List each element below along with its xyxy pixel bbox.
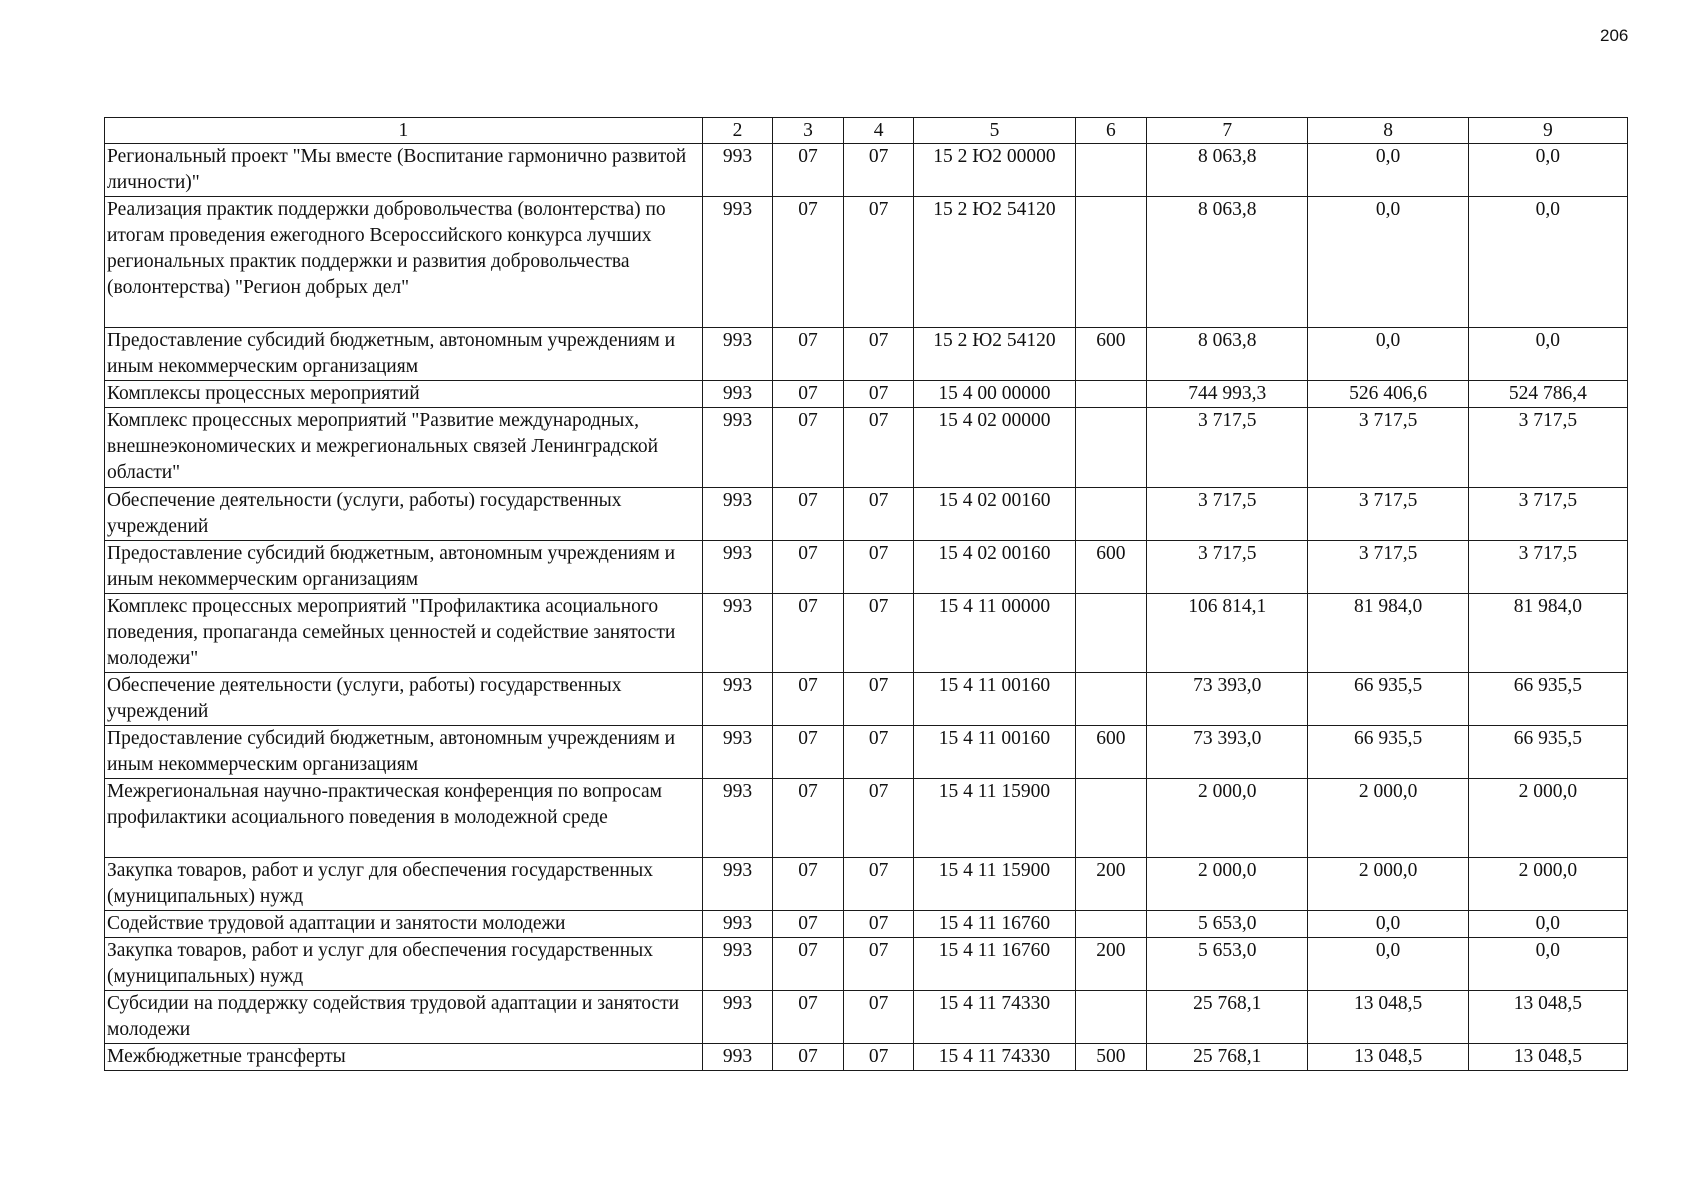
column-header: 1: [105, 118, 703, 144]
expense-type-code: 200: [1075, 938, 1147, 991]
table-row: [105, 673, 1628, 726]
ministry-code: 993: [702, 541, 773, 594]
amount-year-2: 0,0: [1308, 144, 1468, 197]
column-header: 7: [1147, 118, 1308, 144]
subsection-code: 07: [843, 673, 914, 726]
row-name: Комплекс процессных мероприятий "Развитие международных, внешнеэкономических и межрегиональных связей Ленинградской области": [105, 408, 703, 488]
amount-year-3: 2 000,0: [1468, 779, 1627, 858]
amount-year-3: 0,0: [1468, 911, 1627, 938]
target-article-code: 15 2 Ю2 54120: [914, 328, 1075, 381]
amount-year-2: 66 935,5: [1308, 673, 1468, 726]
section-code: 07: [773, 594, 844, 673]
row-name: Закупка товаров, работ и услуг для обеспечения государственных (муниципальных) нужд: [105, 858, 703, 911]
target-article-code: 15 4 02 00000: [914, 408, 1075, 488]
row-name: Межрегиональная научно-практическая конференция по вопросам профилактики асоциального поведения в молодежной среде: [105, 779, 703, 858]
ministry-code: 993: [702, 488, 773, 541]
row-name: Закупка товаров, работ и услуг для обеспечения государственных (муниципальных) нужд: [105, 938, 703, 991]
section-code: 07: [773, 144, 844, 197]
ministry-code: 993: [702, 991, 773, 1044]
table-row: [105, 779, 1628, 858]
expense-type-code: [1075, 197, 1147, 328]
subsection-code: 07: [843, 858, 914, 911]
column-header: 2: [702, 118, 773, 144]
ministry-code: 993: [702, 911, 773, 938]
amount-year-1: 25 768,1: [1147, 1044, 1308, 1071]
section-code: 07: [773, 858, 844, 911]
amount-year-1: 2 000,0: [1147, 779, 1308, 858]
section-code: 07: [773, 408, 844, 488]
expense-type-code: 600: [1075, 726, 1147, 779]
amount-year-1: 8 063,8: [1147, 328, 1308, 381]
target-article-code: 15 4 11 00000: [914, 594, 1075, 673]
budget-table: [104, 117, 1628, 1071]
amount-year-1: 106 814,1: [1147, 594, 1308, 673]
expense-type-code: [1075, 488, 1147, 541]
table-row: [105, 726, 1628, 779]
subsection-code: 07: [843, 938, 914, 991]
page-number: 206: [1600, 26, 1629, 45]
expense-type-code: 600: [1075, 328, 1147, 381]
amount-year-3: 13 048,5: [1468, 991, 1627, 1044]
target-article-code: 15 4 02 00160: [914, 488, 1075, 541]
table-row: [105, 541, 1628, 594]
subsection-code: 07: [843, 779, 914, 858]
amount-year-3: 66 935,5: [1468, 726, 1627, 779]
amount-year-3: 3 717,5: [1468, 541, 1627, 594]
amount-year-2: 526 406,6: [1308, 381, 1468, 408]
ministry-code: 993: [702, 779, 773, 858]
row-name: Региональный проект "Мы вместе (Воспитание гармонично развитой личности)": [105, 144, 703, 197]
amount-year-2: 0,0: [1308, 938, 1468, 991]
ministry-code: 993: [702, 858, 773, 911]
section-code: 07: [773, 488, 844, 541]
amount-year-2: 3 717,5: [1308, 488, 1468, 541]
amount-year-3: 0,0: [1468, 197, 1627, 328]
ministry-code: 993: [702, 1044, 773, 1071]
section-code: 07: [773, 911, 844, 938]
expense-type-code: 500: [1075, 1044, 1147, 1071]
ministry-code: 993: [702, 726, 773, 779]
row-name: Комплексы процессных мероприятий: [105, 381, 703, 408]
amount-year-3: 2 000,0: [1468, 858, 1627, 911]
amount-year-3: 3 717,5: [1468, 488, 1627, 541]
target-article-code: 15 4 00 00000: [914, 381, 1075, 408]
target-article-code: 15 4 11 16760: [914, 938, 1075, 991]
ministry-code: 993: [702, 381, 773, 408]
subsection-code: 07: [843, 726, 914, 779]
ministry-code: 993: [702, 594, 773, 673]
ministry-code: 993: [702, 673, 773, 726]
target-article-code: 15 4 11 16760: [914, 911, 1075, 938]
column-header: 4: [843, 118, 914, 144]
column-header: 5: [914, 118, 1075, 144]
amount-year-3: 0,0: [1468, 328, 1627, 381]
amount-year-2: 0,0: [1308, 911, 1468, 938]
subsection-code: 07: [843, 541, 914, 594]
section-code: 07: [773, 726, 844, 779]
target-article-code: 15 2 Ю2 00000: [914, 144, 1075, 197]
amount-year-3: 3 717,5: [1468, 408, 1627, 488]
target-article-code: 15 2 Ю2 54120: [914, 197, 1075, 328]
subsection-code: 07: [843, 991, 914, 1044]
amount-year-3: 13 048,5: [1468, 1044, 1627, 1071]
target-article-code: 15 4 11 15900: [914, 779, 1075, 858]
amount-year-3: 81 984,0: [1468, 594, 1627, 673]
amount-year-2: 13 048,5: [1308, 991, 1468, 1044]
subsection-code: 07: [843, 144, 914, 197]
target-article-code: 15 4 11 74330: [914, 1044, 1075, 1071]
table-row: [105, 594, 1628, 673]
subsection-code: 07: [843, 408, 914, 488]
table-row: [105, 408, 1628, 488]
column-header: 9: [1468, 118, 1627, 144]
table-row: [105, 197, 1628, 328]
expense-type-code: [1075, 911, 1147, 938]
expense-type-code: [1075, 594, 1147, 673]
amount-year-1: 8 063,8: [1147, 144, 1308, 197]
expense-type-code: [1075, 673, 1147, 726]
table-row: [105, 381, 1628, 408]
amount-year-1: 73 393,0: [1147, 673, 1308, 726]
subsection-code: 07: [843, 197, 914, 328]
row-name: Предоставление субсидий бюджетным, автономным учреждениям и иным некоммерческим организациям: [105, 726, 703, 779]
row-name: Межбюджетные трансферты: [105, 1044, 703, 1071]
amount-year-3: 66 935,5: [1468, 673, 1627, 726]
amount-year-1: 3 717,5: [1147, 541, 1308, 594]
amount-year-1: 3 717,5: [1147, 488, 1308, 541]
section-code: 07: [773, 541, 844, 594]
row-name: Обеспечение деятельности (услуги, работы) государственных учреждений: [105, 673, 703, 726]
section-code: 07: [773, 381, 844, 408]
section-code: 07: [773, 673, 844, 726]
target-article-code: 15 4 11 15900: [914, 858, 1075, 911]
table-row: [105, 858, 1628, 911]
amount-year-1: 5 653,0: [1147, 911, 1308, 938]
ministry-code: 993: [702, 144, 773, 197]
expense-type-code: [1075, 408, 1147, 488]
amount-year-1: 2 000,0: [1147, 858, 1308, 911]
budget-table-body: [105, 118, 1628, 1071]
subsection-code: 07: [843, 911, 914, 938]
section-code: 07: [773, 1044, 844, 1071]
expense-type-code: 600: [1075, 541, 1147, 594]
row-name: Предоставление субсидий бюджетным, автономным учреждениям и иным некоммерческим организациям: [105, 328, 703, 381]
amount-year-2: 0,0: [1308, 328, 1468, 381]
amount-year-1: 5 653,0: [1147, 938, 1308, 991]
amount-year-2: 13 048,5: [1308, 1044, 1468, 1071]
subsection-code: 07: [843, 328, 914, 381]
subsection-code: 07: [843, 488, 914, 541]
table-row: [105, 144, 1628, 197]
section-code: 07: [773, 197, 844, 328]
table-row: [105, 938, 1628, 991]
amount-year-2: 81 984,0: [1308, 594, 1468, 673]
amount-year-1: 73 393,0: [1147, 726, 1308, 779]
amount-year-3: 0,0: [1468, 938, 1627, 991]
amount-year-2: 3 717,5: [1308, 408, 1468, 488]
target-article-code: 15 4 11 00160: [914, 726, 1075, 779]
amount-year-2: 0,0: [1308, 197, 1468, 328]
ministry-code: 993: [702, 938, 773, 991]
ministry-code: 993: [702, 408, 773, 488]
amount-year-3: 524 786,4: [1468, 381, 1627, 408]
section-code: 07: [773, 328, 844, 381]
row-name: Реализация практик поддержки добровольчества (волонтерства) по итогам проведения ежегодного Всероссийского конкурса лучших региональных практик поддержки и развития добровольчества (волонтерства) "Регион добрых дел": [105, 197, 703, 328]
amount-year-2: 2 000,0: [1308, 858, 1468, 911]
table-row: [105, 991, 1628, 1044]
table-header-row: [105, 118, 1628, 144]
target-article-code: 15 4 11 00160: [914, 673, 1075, 726]
ministry-code: 993: [702, 197, 773, 328]
expense-type-code: 200: [1075, 858, 1147, 911]
row-name: Предоставление субсидий бюджетным, автономным учреждениям и иным некоммерческим организациям: [105, 541, 703, 594]
amount-year-1: 3 717,5: [1147, 408, 1308, 488]
ministry-code: 993: [702, 328, 773, 381]
amount-year-1: 25 768,1: [1147, 991, 1308, 1044]
table-row: [105, 488, 1628, 541]
amount-year-2: 2 000,0: [1308, 779, 1468, 858]
expense-type-code: [1075, 381, 1147, 408]
row-name: Обеспечение деятельности (услуги, работы) государственных учреждений: [105, 488, 703, 541]
target-article-code: 15 4 02 00160: [914, 541, 1075, 594]
amount-year-1: 8 063,8: [1147, 197, 1308, 328]
table-row: [105, 328, 1628, 381]
amount-year-1: 744 993,3: [1147, 381, 1308, 408]
section-code: 07: [773, 938, 844, 991]
column-header: 6: [1075, 118, 1147, 144]
row-name: Комплекс процессных мероприятий "Профилактика асоциального поведения, пропаганда семейных ценностей и содействие занятости молодежи": [105, 594, 703, 673]
amount-year-2: 3 717,5: [1308, 541, 1468, 594]
row-name: Содействие трудовой адаптации и занятости молодежи: [105, 911, 703, 938]
expense-type-code: [1075, 779, 1147, 858]
subsection-code: 07: [843, 381, 914, 408]
row-name: Субсидии на поддержку содействия трудовой адаптации и занятости молодежи: [105, 991, 703, 1044]
amount-year-2: 66 935,5: [1308, 726, 1468, 779]
amount-year-3: 0,0: [1468, 144, 1627, 197]
column-header: 3: [773, 118, 844, 144]
section-code: 07: [773, 779, 844, 858]
subsection-code: 07: [843, 1044, 914, 1071]
table-row: [105, 1044, 1628, 1071]
target-article-code: 15 4 11 74330: [914, 991, 1075, 1044]
column-header: 8: [1308, 118, 1468, 144]
section-code: 07: [773, 991, 844, 1044]
expense-type-code: [1075, 991, 1147, 1044]
table-row: [105, 911, 1628, 938]
expense-type-code: [1075, 144, 1147, 197]
subsection-code: 07: [843, 594, 914, 673]
